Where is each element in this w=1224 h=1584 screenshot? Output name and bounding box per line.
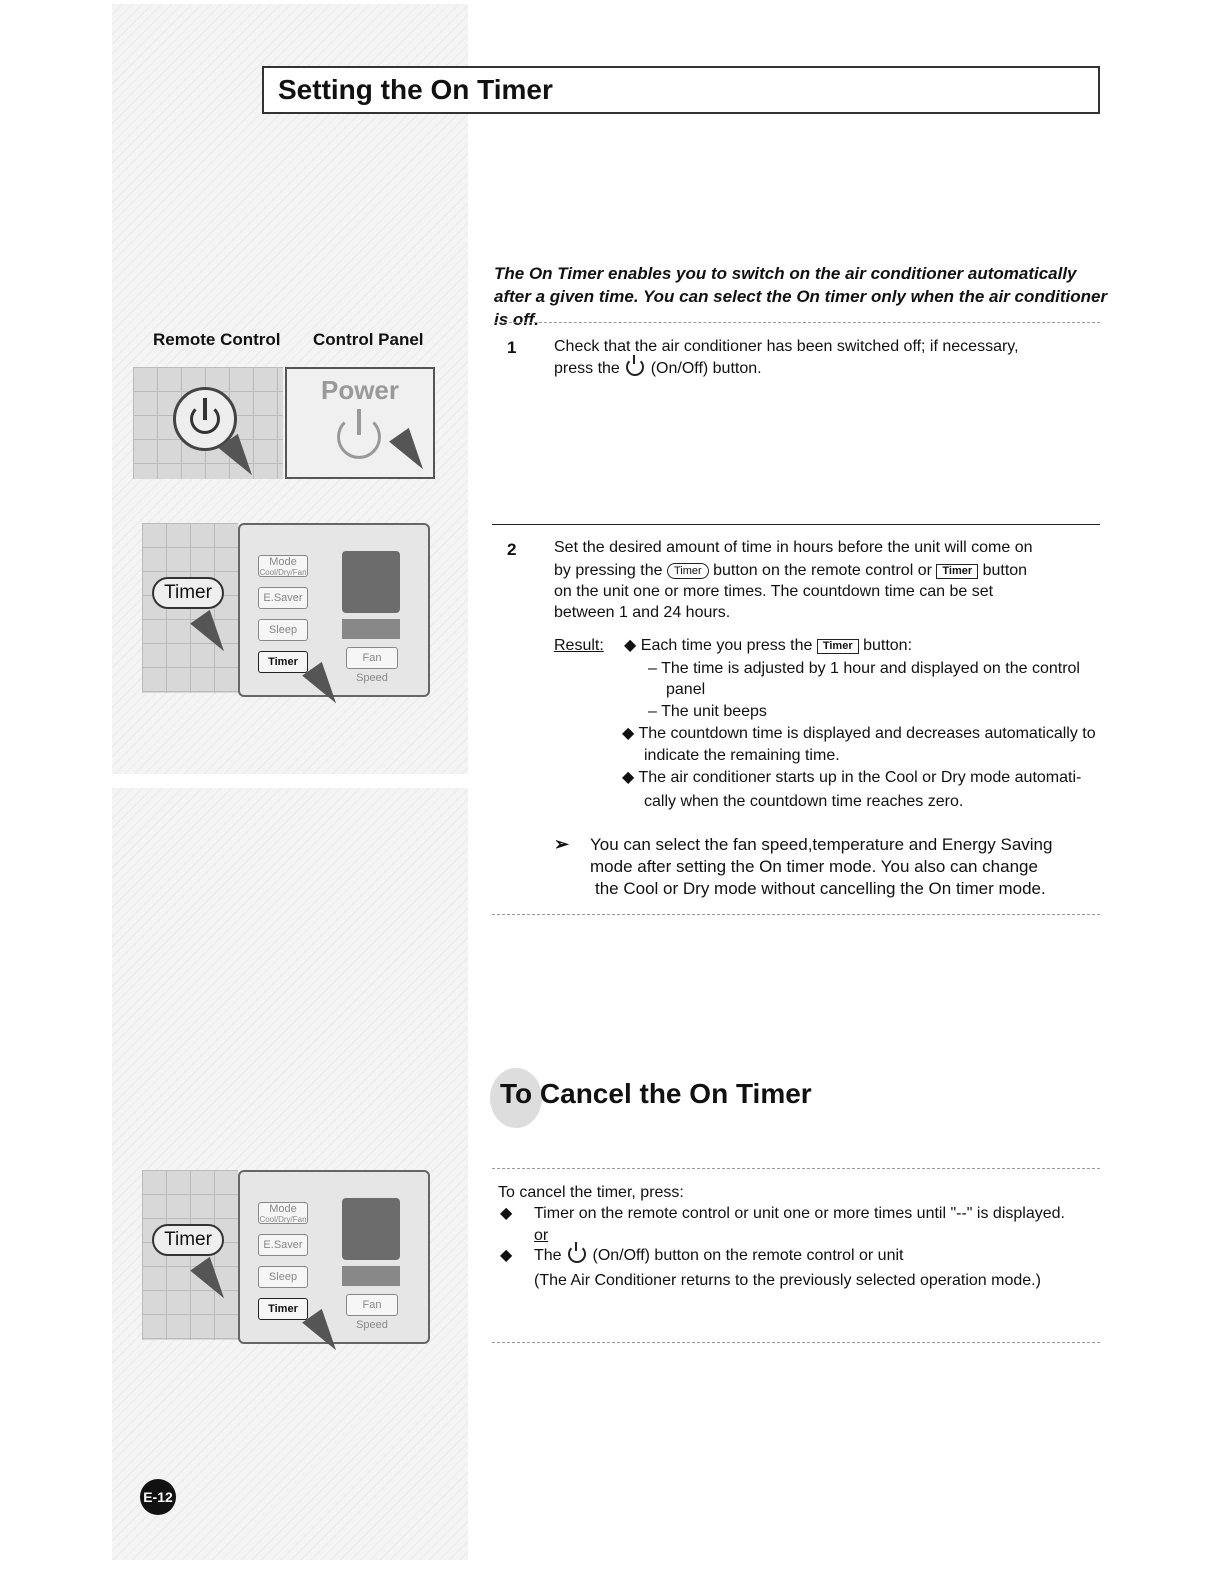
intro-text: The On Timer enables you to switch on the air conditioner automatically after a given time. You can select the On timer only when the air conditioner is off. <box>494 264 1108 329</box>
page-title-box <box>262 66 1100 114</box>
cancel-bullet-1: Timer on the remote control or unit one or more times until "--" is displayed. <box>534 1205 1065 1222</box>
esaver-button: E.Saver <box>258 1234 308 1256</box>
step-2-line1: Set the desired amount of time in hours before the unit will come on <box>554 539 1033 556</box>
remote-timer-button: Timer <box>152 577 224 609</box>
step-1-line2: press the (On/Off) button. <box>554 360 762 377</box>
indicator-bar <box>342 1266 400 1286</box>
remote-control-label: Remote Control <box>153 330 281 349</box>
result-bullet-1: ◆ Each time you press the Timer button: <box>624 637 913 654</box>
esaver-button: E.Saver <box>258 587 308 609</box>
result-bullet-2b: indicate the remaining time. <box>644 747 840 764</box>
timer-button: Timer <box>258 651 308 673</box>
power-icon <box>568 1245 586 1263</box>
result-bullet-3: ◆ The air conditioner starts up in the Cool or Dry mode automati- <box>622 769 1082 786</box>
divider <box>492 1168 1100 1169</box>
display-icon <box>342 551 400 613</box>
result-bullet-2: ◆ The countdown time is displayed and decreases automatically to <box>622 725 1096 742</box>
indicator-bar <box>342 619 400 639</box>
press-arrow-icon <box>190 1257 234 1305</box>
step-2-line3: on the unit one or more times. The countdown time can be set <box>554 583 994 600</box>
result-label: Result: <box>554 637 604 654</box>
result-sub-2: – The unit beeps <box>648 703 767 720</box>
divider <box>494 322 1100 323</box>
page-title: Setting the On Timer <box>278 74 553 105</box>
bullet-icon: ◆ <box>500 1247 513 1264</box>
divider <box>492 524 1100 525</box>
step-2-line4: between 1 and 24 hours. <box>554 604 731 621</box>
timer-button: Timer <box>258 1298 308 1320</box>
step-2-line2: by pressing the Timer button on the remote control or Timer button <box>554 562 1028 579</box>
cancel-note: (The Air Conditioner returns to the previously selected operation mode.) <box>534 1272 1041 1289</box>
display-icon <box>342 1198 400 1260</box>
note-line2: mode after setting the On timer mode. You also can change <box>590 857 1038 876</box>
remote-timer-illustration <box>142 1170 238 1340</box>
power-icon-line <box>203 398 207 420</box>
result-sub-1: – The time is adjusted by 1 hour and displayed on the control <box>648 660 1080 677</box>
step-2-number: 2 <box>507 540 517 559</box>
step-1-number: 1 <box>507 338 517 357</box>
step-1-line1: Check that the air conditioner has been switched off; if necessary, <box>554 338 1019 355</box>
fan-speed-button: Fan Speed <box>346 647 398 669</box>
bullet-icon: ◆ <box>622 769 635 786</box>
result-bullet-3b: cally when the countdown time reaches zero. <box>644 793 964 810</box>
control-panel-illustration <box>238 1170 430 1344</box>
note-arrow-icon: ➢ <box>554 834 570 854</box>
cancel-or: or <box>534 1227 549 1244</box>
remote-timer-button: Timer <box>152 1224 224 1256</box>
note-line1: You can select the fan speed,temperature and Energy Saving <box>590 835 1053 854</box>
cancel-bullet-2: The (On/Off) button on the remote control or unit <box>534 1247 904 1264</box>
control-panel-illustration <box>238 523 430 697</box>
page-number-badge: E-12 <box>140 1479 176 1515</box>
timer-pill-icon: Timer <box>667 563 709 579</box>
mode-button: Mode Cool/Dry/Fan <box>259 556 307 577</box>
divider <box>492 914 1100 915</box>
mode-button: Mode Cool/Dry/Fan <box>259 1203 307 1224</box>
cancel-heading: To Cancel the On Timer <box>500 1078 812 1109</box>
note-line3: the Cool or Dry mode without cancelling the On timer mode. <box>595 879 1046 898</box>
power-label: Power <box>320 375 400 405</box>
power-icon <box>626 358 644 376</box>
bullet-icon: ◆ <box>624 637 637 654</box>
sleep-button: Sleep <box>258 1266 308 1288</box>
power-icon-line <box>357 409 361 435</box>
panel-power-illustration <box>285 367 435 479</box>
bullet-icon: ◆ <box>622 725 635 742</box>
timer-rect-icon: Timer <box>936 564 978 579</box>
divider <box>492 1342 1100 1343</box>
remote-timer-illustration <box>142 523 238 693</box>
bullet-icon: ◆ <box>500 1205 513 1222</box>
sleep-button: Sleep <box>258 619 308 641</box>
press-arrow-icon <box>190 610 234 658</box>
control-panel-label: Control Panel <box>313 330 424 349</box>
timer-rect-icon: Timer <box>817 639 859 654</box>
fan-speed-button: Fan Speed <box>346 1294 398 1316</box>
press-arrow-icon <box>389 428 433 476</box>
result-sub-1b: panel <box>666 681 706 698</box>
remote-power-illustration <box>133 367 283 479</box>
cancel-intro: To cancel the timer, press: <box>498 1184 684 1201</box>
